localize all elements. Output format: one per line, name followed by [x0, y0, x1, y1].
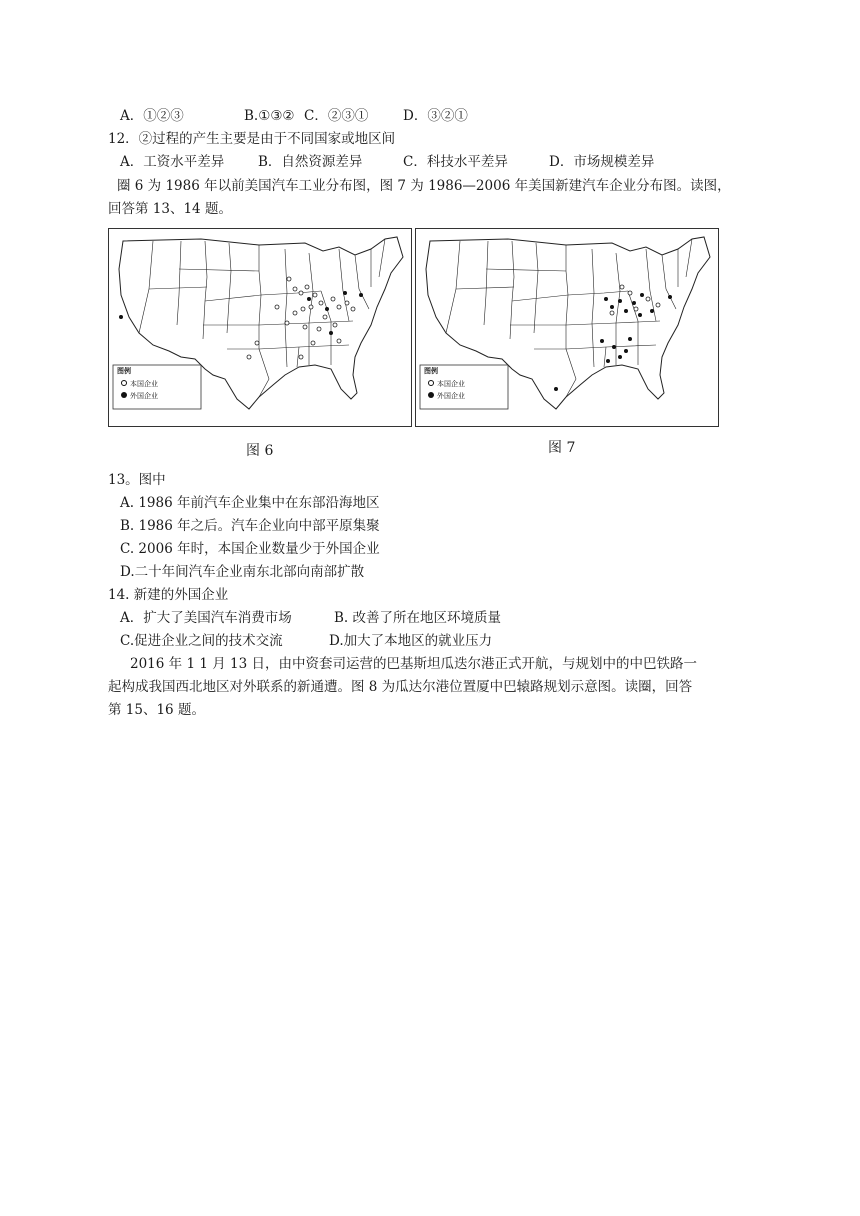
intro2-line2: 起构成我国西北地区对外联系的新通遭。图 8 为瓜达尔港位置厦中巴辕路规划示意图。读圈，回答: [108, 679, 693, 695]
q14-stem: 14. 新建的外国企业: [108, 587, 229, 603]
legend-foreign-label-7: 外国企业: [437, 392, 465, 400]
legend-foreign-label-6: 外国企业: [130, 392, 158, 400]
q13-option-d: D.二十年间汽车企业南东北部向南部扩散: [120, 564, 365, 580]
legend-title-7: 图例: [424, 367, 438, 375]
q14-option-c: C.促进企业之间的技术交流: [120, 633, 283, 649]
map-figure-6: [108, 228, 412, 427]
q12-option-d: D．市场规模差异: [549, 154, 655, 170]
map-figure-7: [415, 228, 719, 427]
q14-option-a: A．扩大了美国汽车消费市场: [120, 610, 292, 626]
legend-title-6: 图例: [117, 367, 131, 375]
legend-domestic-label-7: 本国企业: [437, 380, 465, 388]
legend-domestic-7: [428, 379, 506, 389]
q13-option-a: A. 1986 年前汽车企业集中在东部沿海地区: [120, 495, 380, 511]
legend-7: [422, 366, 506, 401]
legend-domestic-6: [121, 379, 199, 389]
intro2-line1: 2016 年 1 1 月 13 日，由中资套司运营的巴基斯坦瓜迭尔港正式开航，与规划中的中巴铁路一: [130, 656, 697, 672]
q11-option-a: A．①②③: [120, 108, 184, 124]
q11-option-c: C．②③①: [304, 108, 369, 124]
q14-option-d: D.加大了本地区的就业压力: [329, 633, 493, 649]
intro1-line2: 回答第 13、14 题。: [108, 201, 232, 217]
legend-6: [115, 366, 199, 401]
legend-foreign-6: [121, 391, 199, 401]
filled-circle-icon: [428, 392, 434, 398]
q13-stem: 13。图中: [108, 472, 166, 488]
q11-options: [120, 106, 468, 126]
q13-option-c: C. 2006 年时，本国企业数量少于外国企业: [120, 541, 380, 557]
hollow-circle-icon: [121, 380, 127, 386]
legend-foreign-7: [428, 391, 506, 401]
caption-figure-7: 图 7: [548, 440, 576, 456]
q12-option-c: C．科技水平差异: [403, 154, 508, 170]
q12-stem: 12．②过程的产生主要是由于不同国家或地区间: [108, 131, 396, 147]
filled-circle-icon: [121, 392, 127, 398]
q11-option-b: B.①③②: [244, 108, 295, 124]
q14-options-row1: [120, 608, 501, 628]
q14-options-row2: [120, 631, 492, 651]
q13-option-b: B. 1986 年之后。汽车企业向中部平原集聚: [120, 518, 380, 534]
q11-option-d: D．③②①: [403, 108, 468, 124]
q12-option-a: A．工资水平差异: [120, 154, 225, 170]
intro1-line1: 圈 6 为 1986 年以前美国汽车工业分布图，图 7 为 1986—2006 年美国新建汽车企业分布图。读图，: [117, 178, 731, 194]
hollow-circle-icon: [428, 380, 434, 386]
intro2-line3: 第 15、16 题。: [108, 702, 205, 718]
q14-option-b: B. 改善了所在地区环境质量: [334, 610, 502, 626]
legend-domestic-label-6: 本国企业: [130, 380, 158, 388]
caption-figure-6: 图 6: [246, 443, 274, 459]
q12-options: [120, 152, 654, 172]
q12-option-b: B．自然资源差异: [258, 154, 363, 170]
